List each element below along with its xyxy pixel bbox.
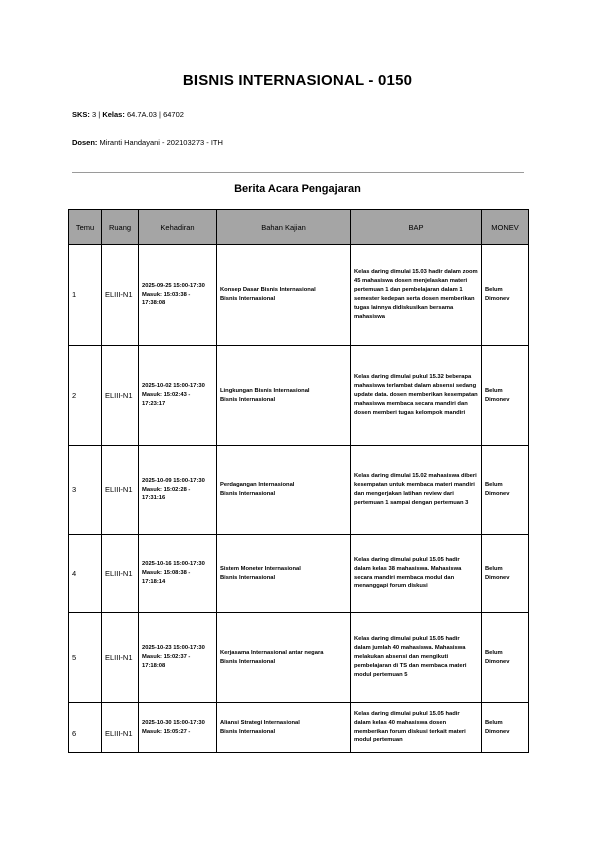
cell-kehadiran [139, 346, 217, 446]
cell-kehadiran [139, 703, 217, 753]
cell-bahan-kajian [217, 446, 351, 535]
monev-status-1: Belum [485, 649, 503, 656]
kehadiran-keluar: 17:38:08 [142, 300, 166, 307]
cell-bahan-kajian [217, 613, 351, 703]
cell-bahan-kajian [217, 703, 351, 753]
monev-status-2: Dimonev [485, 491, 510, 497]
dosen-value: Miranti Handayani - 202103273 - ITH [99, 138, 223, 147]
kehadiran-keluar: 17:18:08 [142, 662, 166, 669]
cell-ruang: ELIII-N1 [102, 346, 139, 446]
cell-temu: 6 [69, 703, 102, 753]
bahan-course: Bisnis Internasional [220, 574, 276, 581]
cell-monev [482, 703, 529, 753]
cell-ruang: ELIII-N1 [102, 446, 139, 535]
bahan-topic: Perdagangan Internasional [220, 482, 295, 489]
kehadiran-masuk: Masuk: 15:02:43 - [142, 392, 191, 398]
bahan-topic: Aliansi Strategi Internasional [220, 719, 300, 726]
cell-monev [482, 613, 529, 703]
monev-status-1: Belum [485, 565, 503, 572]
cell-kehadiran [139, 446, 217, 535]
cell-kehadiran [139, 245, 217, 346]
kehadiran-masuk: Masuk: 15:05:27 - [142, 728, 191, 735]
divider [72, 172, 524, 173]
monev-status-1: Belum [485, 287, 503, 294]
kehadiran-masuk: Masuk: 15:02:37 - [142, 654, 191, 660]
bahan-topic: Lingkungan Bisnis Internasional [220, 387, 310, 394]
cell-ruang: ELIII-N1 [102, 245, 139, 346]
kehadiran-masuk: Masuk: 15:03:38 - [142, 291, 191, 298]
monev-status-1: Belum [485, 387, 503, 394]
course-info [72, 110, 184, 119]
cell-bahan-kajian [217, 346, 351, 446]
monev-status-2: Dimonev [485, 658, 510, 665]
monev-status-1: Belum [485, 482, 503, 489]
cell-monev [482, 245, 529, 346]
kehadiran-schedule: 2025-10-09 15:00-17:30 [142, 477, 205, 484]
sks-value: 3 [92, 110, 97, 119]
lecturer-info [72, 138, 223, 147]
cell-bap: Kelas daring dimulai pukul 15.32 beberapa mahasiswa terlambat dalam absensi sedang update data. dosen memberikan kesempatan mahasiswa membaca secara mandiri dan dosen memberi tugas kelompok mandiri [351, 346, 482, 446]
kehadiran-schedule: 2025-10-16 15:00-17:30 [142, 561, 205, 568]
header-bap: BAP [351, 210, 482, 245]
header-bahan-kajian: Bahan Kajian [217, 210, 351, 245]
table-row [69, 703, 529, 753]
kehadiran-schedule: 2025-10-30 15:00-17:30 [142, 719, 205, 726]
cell-ruang: ELIII-N1 [102, 535, 139, 613]
kehadiran-keluar: 17:18:14 [142, 578, 166, 585]
kehadiran-keluar: 17:31:16 [142, 495, 166, 502]
table-row [69, 613, 529, 703]
cell-temu: 5 [69, 613, 102, 703]
sks-label: SKS: [72, 110, 90, 119]
kelas-value: 64.7A.03 | 64702 [126, 110, 184, 119]
cell-bap: Kelas daring dimulai 15.02 mahasiswa diberi kesempatan untuk membaca materi mandiri dan mengerjakan latihan review dari pertemuan 1 sampai dengan pertemuan 3 [351, 446, 482, 535]
bahan-course: Bisnis Internasional [220, 396, 276, 403]
bap-table [68, 209, 529, 753]
dosen-label: Dosen: [72, 138, 98, 147]
cell-ruang: ELIII-N1 [102, 613, 139, 703]
cell-bahan-kajian [217, 535, 351, 613]
separator: | [98, 110, 101, 119]
cell-bahan-kajian [217, 245, 351, 346]
cell-kehadiran [139, 613, 217, 703]
bahan-course: Bisnis Internasional [220, 728, 276, 735]
kehadiran-schedule: 2025-10-02 15:00-17:30 [142, 383, 205, 390]
header-monev: MONEV [482, 210, 529, 245]
cell-bap: Kelas daring dimulai pukul 15.05 hadir dalam kelas 38 mahasiswa. Mahasiswa secara mandiri membaca modul dan menanggapi forum diskusi [351, 535, 482, 613]
table-row [69, 245, 529, 346]
cell-monev [482, 346, 529, 446]
cell-temu: 4 [69, 535, 102, 613]
cell-ruang: ELIII-N1 [102, 703, 139, 753]
bahan-topic: Sistem Moneter Internasional [220, 565, 301, 572]
monev-status-2: Dimonev [485, 728, 510, 735]
kehadiran-schedule: 2025-10-23 15:00-17:30 [142, 645, 205, 652]
bahan-course: Bisnis Internasional [220, 296, 276, 302]
bahan-topic: Kerjasama Internasional antar negara [220, 649, 324, 656]
cell-bap: Kelas daring dimulai pukul 15.05 hadir dalam kelas 40 mahasiswa dosen memberikan forum diskusi terkait materi modul pertemuan [351, 703, 482, 753]
kehadiran-schedule: 2025-09-25 15:00-17:30 [142, 282, 205, 289]
table-header-row [69, 210, 529, 245]
kehadiran-masuk: Masuk: 15:02:28 - [142, 486, 191, 493]
header-kehadiran: Kehadiran [139, 210, 217, 245]
table-row [69, 446, 529, 535]
document-title: BISNIS INTERNASIONAL - 0150 [182, 72, 413, 89]
cell-monev [482, 535, 529, 613]
cell-temu: 2 [69, 346, 102, 446]
cell-monev [482, 446, 529, 535]
bahan-course: Bisnis Internasional [220, 658, 276, 665]
monev-status-2: Dimonev [485, 574, 510, 581]
table-row [69, 346, 529, 446]
cell-kehadiran [139, 535, 217, 613]
monev-status-1: Belum [485, 719, 503, 726]
cell-bap: Kelas daring dimulai 15.03 hadir dalam zoom 45 mahasiswa dosen menjelaskan materi pertemuan 1 dan pembelajaran dalam 1 semester kedepan serta dosen memberikan tugas lainnya didiskusikan bersama mahasiswa [351, 245, 482, 346]
monev-status-2: Dimonev [485, 396, 510, 403]
header-temu: Temu [69, 210, 102, 245]
cell-temu: 3 [69, 446, 102, 535]
bahan-topic: Konsep Dasar Bisnis Internasional [220, 287, 316, 294]
header-ruang: Ruang [102, 210, 139, 245]
table-row [69, 535, 529, 613]
kehadiran-masuk: Masuk: 15:08:38 - [142, 570, 191, 576]
monev-status-2: Dimonev [485, 296, 510, 302]
kelas-label: Kelas: [102, 110, 125, 119]
bahan-course: Bisnis Internasional [220, 491, 276, 497]
cell-bap: Kelas daring dimulai pukul 15.05 hadir dalam jumlah 40 mahasiswa. Mahasiswa melakukan absensi dan mengikuti pembelajaran di TS dan membaca materi modul pertemuan 5 [351, 613, 482, 703]
cell-temu: 1 [69, 245, 102, 346]
kehadiran-keluar: 17:23:17 [142, 400, 166, 407]
section-title: Berita Acara Pengajaran [234, 183, 361, 195]
